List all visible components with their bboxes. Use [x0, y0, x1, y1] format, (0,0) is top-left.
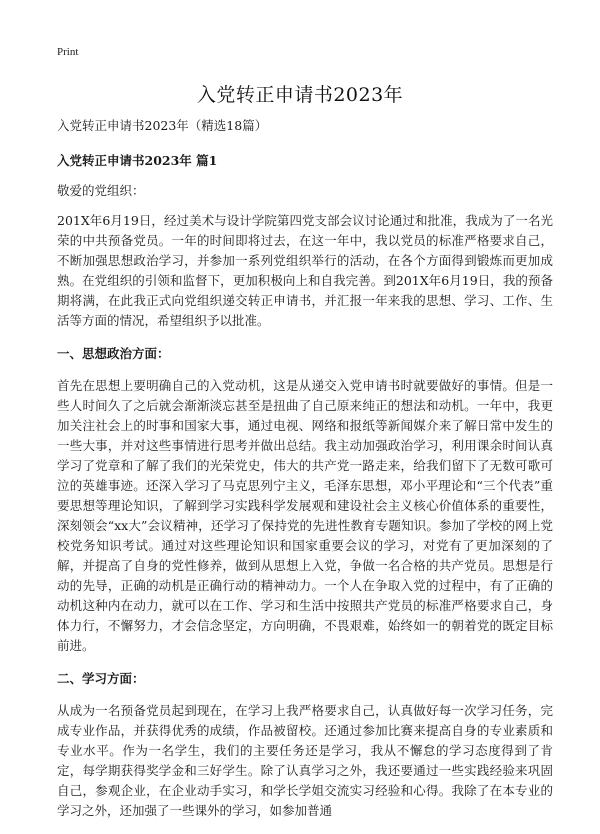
document-subtitle: 入党转正申请书2023年（精选18篇） — [57, 118, 268, 133]
study-paragraph: 从成为一名预备党员起到现在，在学习上我严格要求自己，认真做好每一次学习任务，完成专业作品，并获得优秀的成绩，作品被留校。还通过参加比赛来提高自身的专业素质和专业水平。作为一名学生，我们的主要任务还是学习，我从不懈怠的学习态度得到了肯定，每学期获得奖学金和三好学生。除了认真学习之外，我还要通过一些实践经验来巩固自己，参观企业，在企业动手实习，和学长学姐交流实习经验和心得。我除了在本专业的学习之外，还加强了一些课外的学习，如参加普通 — [57, 703, 553, 818]
document-body — [57, 116, 553, 834]
article-heading: 入党转正申请书2023年 篇1 — [57, 153, 218, 168]
greeting: 敬爱的党组织： — [57, 183, 145, 198]
politics-paragraph: 首先在思想上要明确自己的入党动机，这是从递交入党申请书时就要做好的事情。但是一些人时间久了之后就会渐渐淡忘甚至是扭曲了自己原来纯正的想法和动机。一年中，我更加关注社会上的时事和国家大事，通过电视、网络和报纸等新闻媒介来了解日常中发生的一些大事，并对这些事情进行思考并做出总结。我主动加强政治学习，利用课余时间认真学习了党章和了解了我们的光荣党史，伟大的共产党一路走来，给我们留下了无数可歌可泣的英雄事迹。还深入学习了马克思列宁主义，毛泽东思想，邓小平理论和“三个代表”重要思想等理论知识，了解到学习实践科学发展观和建设社会主义核心价值体系的重要性，深刻领会“xx大”会议精神，还学习了保持党的先进性教育专题知识。参加了学校的网上党校党务知识考试。通过对这些理论知识和国家重要会议的学习，对党有了更加深刻的了解，并提高了自身的党性修养，做到从思想上入党，争做一名合格的共产党员。思想是行动的先导，正确的动机是正确行动的精神动力。一个人在争取入党的过程中，有了正确的动机这种内在动力，就可以在工作、学习和生活中按照共产党员的标准严格要求自己，身体力行，不懈努力，才会信念坚定，方向明确，不畏艰难，始终如一的朝着党的既定目标前进。 — [57, 378, 553, 653]
intro-paragraph: 201X年6月19日，经过美术与设计学院第四党支部会议讨论通过和批准，我成为了一名光荣的中共预备党员。一年的时间即将过去，在这一年中，我以党员的标准严格要求自己，不断加强思想政治学习，并参加一系列党组织举行的活动，在各个方面得到锻炼而更加成熟。在党组织的引领和监督下，更加积极向上和自我完善。到201X年6月19日，我的预备期将满，在此我正式向党组织递交转正申请书，并汇报一年来我的思想、学习、工作、生活等方面的情况，希望组织予以批准。 — [57, 213, 553, 328]
page-title: 入党转正申请书2023年 — [196, 84, 404, 106]
section-heading-politics: 一、思想政治方面： — [57, 346, 170, 361]
print-label: Print — [57, 46, 79, 58]
section-heading-study: 二、学习方面： — [57, 671, 145, 686]
